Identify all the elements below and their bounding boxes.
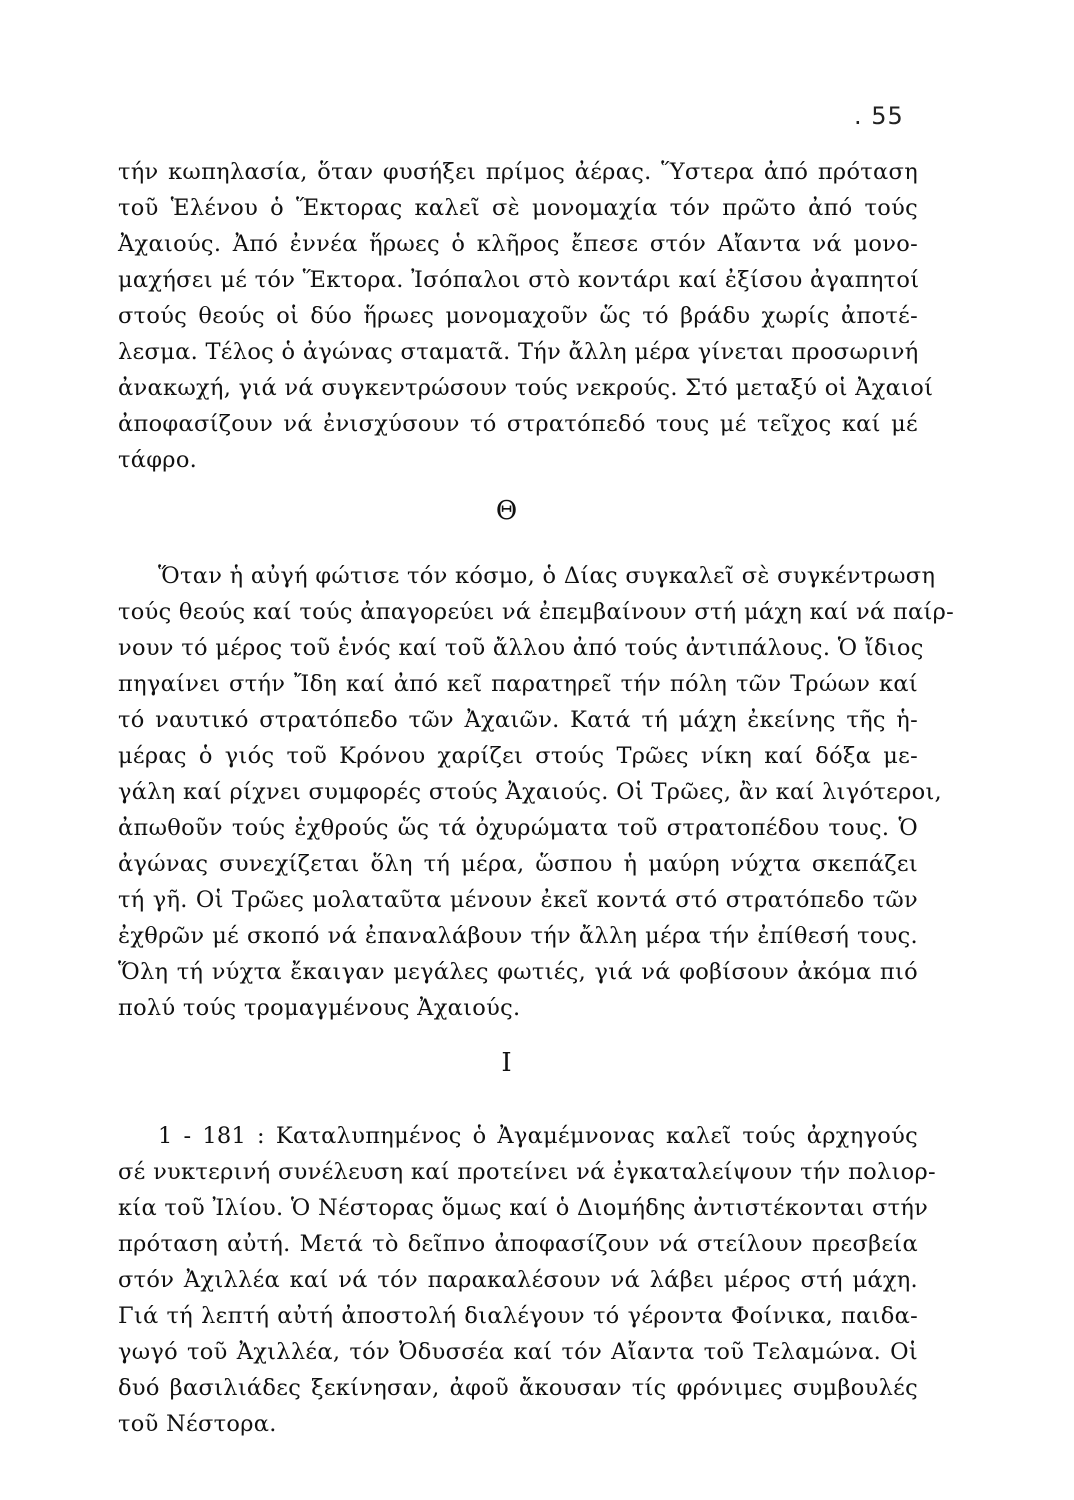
text-line: κία τοῦ Ἰλίου. Ὁ Νέστορας ὅμως καί ὁ Διομήδης ἀντιστέκονται στήν	[118, 1195, 929, 1221]
text-line: ἀγώνας συνεχίζεται ὅλη τή μέρα, ὥσπου ἡ μαύρη νύχτα σκεπάζει	[118, 851, 918, 877]
text-line: γάλη καί ρίχνει συμφορές στούς Ἀχαιούς. Οἱ Τρῶες, ἂν καί λιγότεροι,	[118, 779, 943, 805]
text-line: τάφρο.	[118, 447, 198, 473]
text-line: τοῦ Ἑλένου ὁ Ἕκτορας καλεῖ σὲ μονομαχία τόν πρῶτο ἀπό τούς	[118, 195, 918, 221]
text-line: γωγό τοῦ Ἀχιλλέα, τόν Ὀδυσσέα καί τόν Αἴαντα τοῦ Τελαμώνα. Οἱ	[118, 1339, 918, 1365]
text-line: τό ναυτικό στρατόπεδο τῶν Ἀχαιῶν. Κατά τή μάχη ἐκείνης τῆς ἡ-	[118, 707, 918, 733]
page-number: . 55	[854, 102, 904, 130]
text-line: πολύ τούς τρομαγμένους Ἀχαιούς.	[118, 995, 521, 1021]
section-iota-heading: Ι	[501, 1048, 512, 1078]
text-line: δυό βασιλιάδες ξεκίνησαν, ἀφοῦ ἄκουσαν τίς φρόνιμες συμβουλές	[118, 1375, 918, 1401]
text-line: μαχήσει μέ τόν Ἕκτορα. Ἰσόπαλοι στὸ κοντάρι καί ἐξίσου ἀγαπητοί	[118, 267, 920, 293]
text-line: πηγαίνει στήν Ἴδη καί ἀπό κεῖ παρατηρεῖ τήν πόλη τῶν Τρώων καί	[118, 671, 918, 697]
text-line: Ὅταν ἡ αὐγή φώτισε τόν κόσμο, ὁ Δίας συγκαλεῖ σὲ συγκέντρωση	[158, 563, 936, 589]
text-line: στόν Ἀχιλλέα καί νά τόν παρακαλέσουν νά λάβει μέρος στή μάχη.	[118, 1267, 918, 1293]
text-line: τήν κωπηλασία, ὅταν φυσήξει πρίμος ἀέρας. Ὕστερα ἀπό πρόταση	[118, 159, 918, 185]
text-line: στούς θεούς οἱ δύο ἥρωες μονομαχοῦν ὥς τό βράδυ χωρίς ἀποτέ-	[118, 303, 918, 329]
text-line: ἀποφασίζουν νά ἐνισχύσουν τό στρατόπεδό τους μέ τεῖχος καί μέ	[118, 411, 918, 437]
text-line: σέ νυκτερινή συνέλευση καί προτείνει νά ἐγκαταλείψουν τήν πολιορ-	[118, 1159, 936, 1185]
text-line: λεσμα. Τέλος ὁ ἀγώνας σταματᾶ. Τήν ἄλλη μέρα γίνεται προσωρινή	[118, 339, 919, 365]
text-line: 1 - 181 : Καταλυπημένος ὁ Ἀγαμέμνονας καλεῖ τούς ἀρχηγούς	[158, 1123, 918, 1149]
text-line: ἐχθρῶν μέ σκοπό νά ἐπαναλάβουν τήν ἄλλη μέρα τήν ἐπίθεσή τους.	[118, 923, 918, 949]
text-line: πρόταση αὐτή. Μετά τὸ δεῖπνο ἀποφασίζουν νά στείλουν πρεσβεία	[118, 1231, 918, 1257]
text-line: νουν τό μέρος τοῦ ἑνός καί τοῦ ἄλλου ἀπό τούς ἀντιπάλους. Ὁ ἴδιος	[118, 635, 924, 661]
text-line: Ἀχαιούς. Ἀπό ἐννέα ἥρωες ὁ κλῆρος ἔπεσε στόν Αἴαντα νά μονο-	[118, 231, 918, 257]
text-line: Ὅλη τή νύχτα ἔκαιγαν μεγάλες φωτιές, γιά νά φοβίσουν ἀκόμα πιό	[118, 959, 918, 985]
text-line: ἀνακωχή, γιά νά συγκεντρώσουν τούς νεκρούς. Στό μεταξύ οἱ Ἀχαιοί	[118, 375, 934, 401]
text-line: τή γῆ. Οἱ Τρῶες μολαταῦτα μένουν ἐκεῖ κοντά στό στρατόπεδο τῶν	[118, 887, 918, 913]
text-line: Γιά τή λεπτή αὐτή ἀποστολή διαλέγουν τό γέροντα Φοίνικα, παιδα-	[118, 1303, 918, 1329]
text-line: τοῦ Νέστορα.	[118, 1411, 277, 1437]
section-theta-heading: Θ	[495, 496, 518, 526]
text-line: ἀπωθοῦν τούς ἐχθρούς ὥς τά ὀχυρώματα τοῦ στρατοπέδου τους. Ὁ	[118, 815, 918, 841]
text-line: τούς θεούς καί τούς ἀπαγορεύει νά ἐπεμβαίνουν στή μάχη καί νά παίρ-	[118, 599, 955, 625]
text-line: μέρας ὁ γιός τοῦ Κρόνου χαρίζει στούς Τρῶες νίκη καί δόξα με-	[118, 743, 918, 769]
